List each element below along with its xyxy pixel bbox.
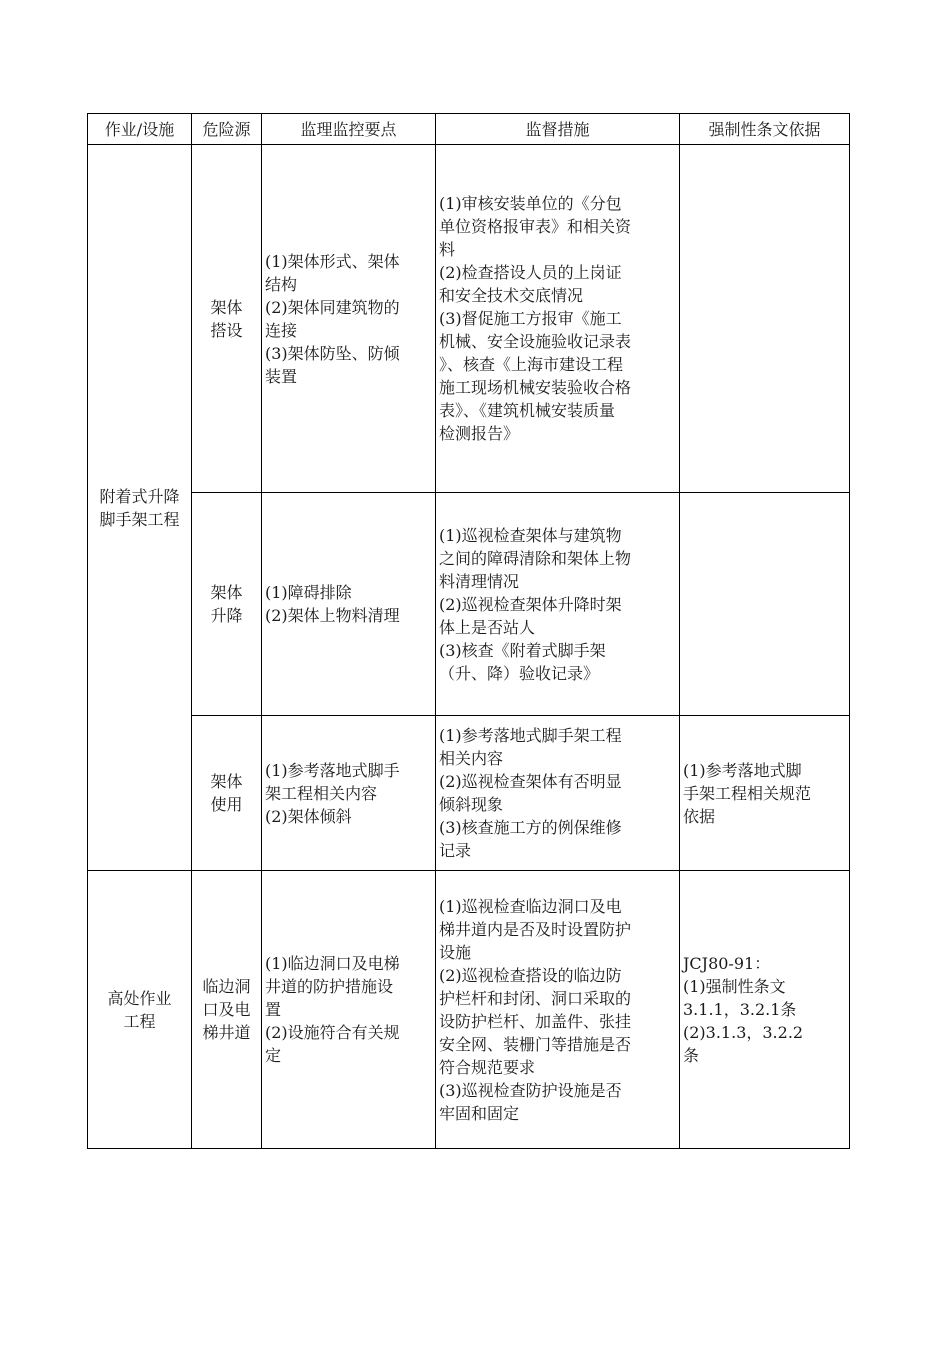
measures-cell: (1)巡视检查临边洞口及电 梯井道内是否及时设置防护 设施 (2)巡视检查搭设的临边防 护栏杆和封闭、洞口采取的 设防护栏杆、加盖件、张挂 安全网、装栅门等措施是否 符合规范要求 (3)巡视检查防护设施是否 牢固和固定: [436, 871, 680, 1149]
hazard-cell: 架体 升降: [192, 493, 262, 716]
facility-cell: 高处作业 工程: [88, 871, 192, 1149]
table-row: [88, 716, 850, 871]
header-facility: 作业/设施: [88, 114, 192, 145]
header-basis: 强制性条文依据: [680, 114, 850, 145]
points-cell: (1)参考落地式脚手 架工程相关内容 (2)架体倾斜: [262, 716, 436, 871]
header-points: 监理监控要点: [262, 114, 436, 145]
measures-cell: (1)审核安装单位的《分包 单位资格报审表》和相关资 料 (2)检查搭设人员的上岗证 和安全技术交底情况 (3)督促施工方报审《施工 机械、安全设施验收记录表 》、核查《上海市建设工程 施工现场机械安装验收合格 表》、《建筑机械安装质量 检测报告》: [436, 145, 680, 493]
table-row: [88, 145, 850, 493]
hazard-cell: 临边洞 口及电 梯井道: [192, 871, 262, 1149]
points-cell: (1)障碍排除 (2)架体上物料清理: [262, 493, 436, 716]
basis-cell: [680, 493, 850, 716]
header-hazard: 危险源: [192, 114, 262, 145]
hazard-cell: 架体 搭设: [192, 145, 262, 493]
measures-cell: (1)参考落地式脚手架工程 相关内容 (2)巡视检查架体有否明显 倾斜现象 (3)核查施工方的例保维修 记录: [436, 716, 680, 871]
basis-cell: JCJ80-91： (1)强制性条文 3.1.1，3.2.1条 (2)3.1.3，3.2.2 条: [680, 871, 850, 1149]
supervision-table: [87, 113, 850, 1149]
table-row: [88, 871, 850, 1149]
points-cell: (1)临边洞口及电梯 井道的防护措施设 置 (2)设施符合有关规 定: [262, 871, 436, 1149]
facility-cell: 附着式升降 脚手架工程: [88, 145, 192, 871]
header-measures: 监督措施: [436, 114, 680, 145]
measures-cell: (1)巡视检查架体与建筑物 之间的障碍清除和架体上物 料清理情况 (2)巡视检查架体升降时架 体上是否站人 (3)核查《附着式脚手架 （升、降）验收记录》: [436, 493, 680, 716]
basis-cell: (1)参考落地式脚 手架工程相关规范 依据: [680, 716, 850, 871]
hazard-cell: 架体 使用: [192, 716, 262, 871]
header-row: [88, 114, 850, 145]
table-row: [88, 493, 850, 716]
basis-cell: [680, 145, 850, 493]
points-cell: (1)架体形式、架体 结构 (2)架体同建筑物的 连接 (3)架体防坠、防倾 装置: [262, 145, 436, 493]
